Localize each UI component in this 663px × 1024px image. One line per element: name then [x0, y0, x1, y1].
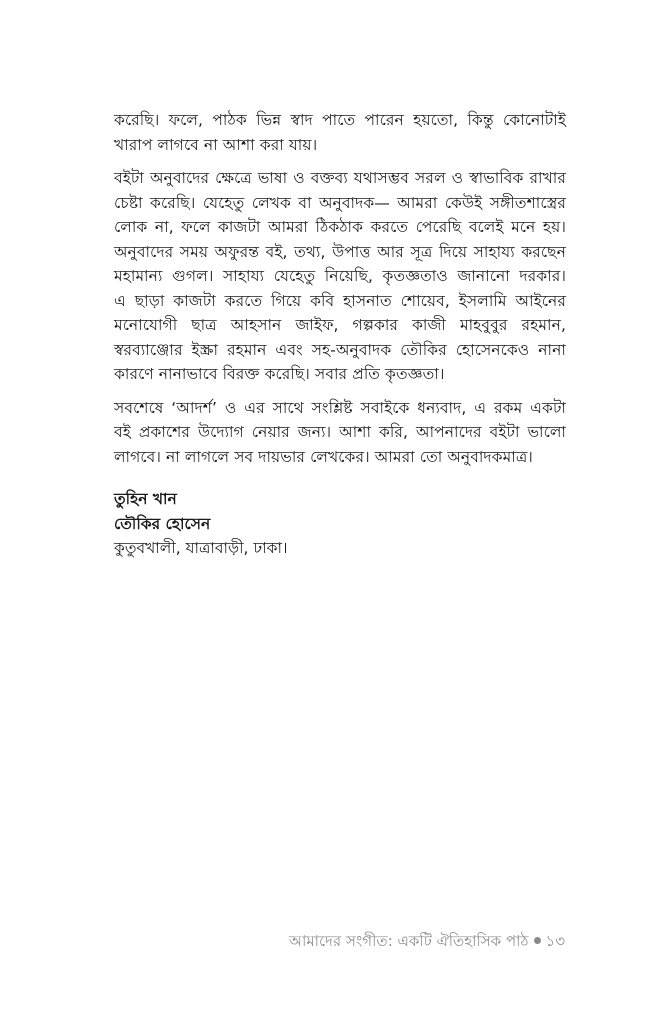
text-line: স্বরব্যাঞ্জোর ইস্ক্রা রহমান এবং সহ-অনুবাদক তৌকির হোসেনকেও নানা — [114, 340, 566, 359]
paragraph-1 — [114, 108, 566, 157]
text-line: মনোযোগী ছাত্র আহসান জাইফ, গল্পকার কাজী মাহবুবুর রহমান, — [114, 316, 566, 334]
text-line: করেছি। ফলে, পাঠক ভিন্ন স্বাদ পাতে পারেন হয়তো, কিন্তু কোনোটাই — [114, 111, 566, 129]
text-line: বইটা অনুবাদের ক্ষেত্রে ভাষা ও বক্তব্য যথাসম্ভব সরল ও স্বাভাবিক রাখার — [114, 169, 566, 187]
page-footer — [289, 930, 565, 955]
author-name: তুহিন খান — [114, 490, 177, 508]
signature-place: কুতুবখালী, যাত্রাবাড়ী, ঢাকা। — [114, 539, 288, 557]
text-line: চেষ্টা করেছি। যেহেতু লেখক বা অনুবাদক— আমরা কেউই সঙ্গীতশাস্ত্রের — [114, 193, 566, 212]
text-line: কারণে নানাভাবে বিরক্ত করেছি। সবার প্রতি কৃতজ্ঞতা। — [114, 365, 445, 383]
text-line: সবশেষে ‘আদর্শ’ ও এর সাথে সংশ্লিষ্ট সবাইকে ধন্যবাদ, এ রকম একটা — [114, 398, 566, 417]
co-translator-name: তৌকির হোসেন — [114, 514, 211, 533]
text-line: লোক না, ফলে কাজটা আমরা ঠিকঠাক করতে পেরেছি বলেই মনে হয়। — [114, 218, 566, 236]
text-line: লাগবে। না লাগলে সব দায়ভার লেখকের। আমরা তো অনুবাদকমাত্র। — [114, 447, 533, 466]
signature-block — [114, 487, 566, 561]
text-line: অনুবাদের সময় অফুরন্ত বই, তথ্য, উপাত্ত আর সূত্র দিয়ে সাহায্য করছেন — [114, 242, 566, 261]
page-body — [114, 108, 566, 561]
bullet-icon — [534, 937, 541, 944]
text-line: খারাপ লাগবে না আশা করা যায়। — [114, 135, 318, 154]
page-number: ১৩ — [545, 932, 565, 950]
text-line: বই প্রকাশের উদ্যোগ নেয়ার জন্য। আশা করি, আপনাদের বইটা ভালো — [114, 423, 566, 441]
paragraph-3 — [114, 396, 566, 470]
running-title: আমাদের সংগীত: একটি ঐতিহাসিক পাঠ — [288, 932, 529, 950]
paragraph-2 — [114, 166, 566, 387]
text-line: মহামান্য গুগল। সাহায্য যেহেতু নিয়েছি, কৃতজ্ঞতাও জানানো দরকার। — [114, 267, 566, 285]
text-line: এ ছাড়া কাজটা করতে গিয়ে কবি হাসনাত শোয়েব, ইসলামি আইনের — [114, 291, 566, 310]
